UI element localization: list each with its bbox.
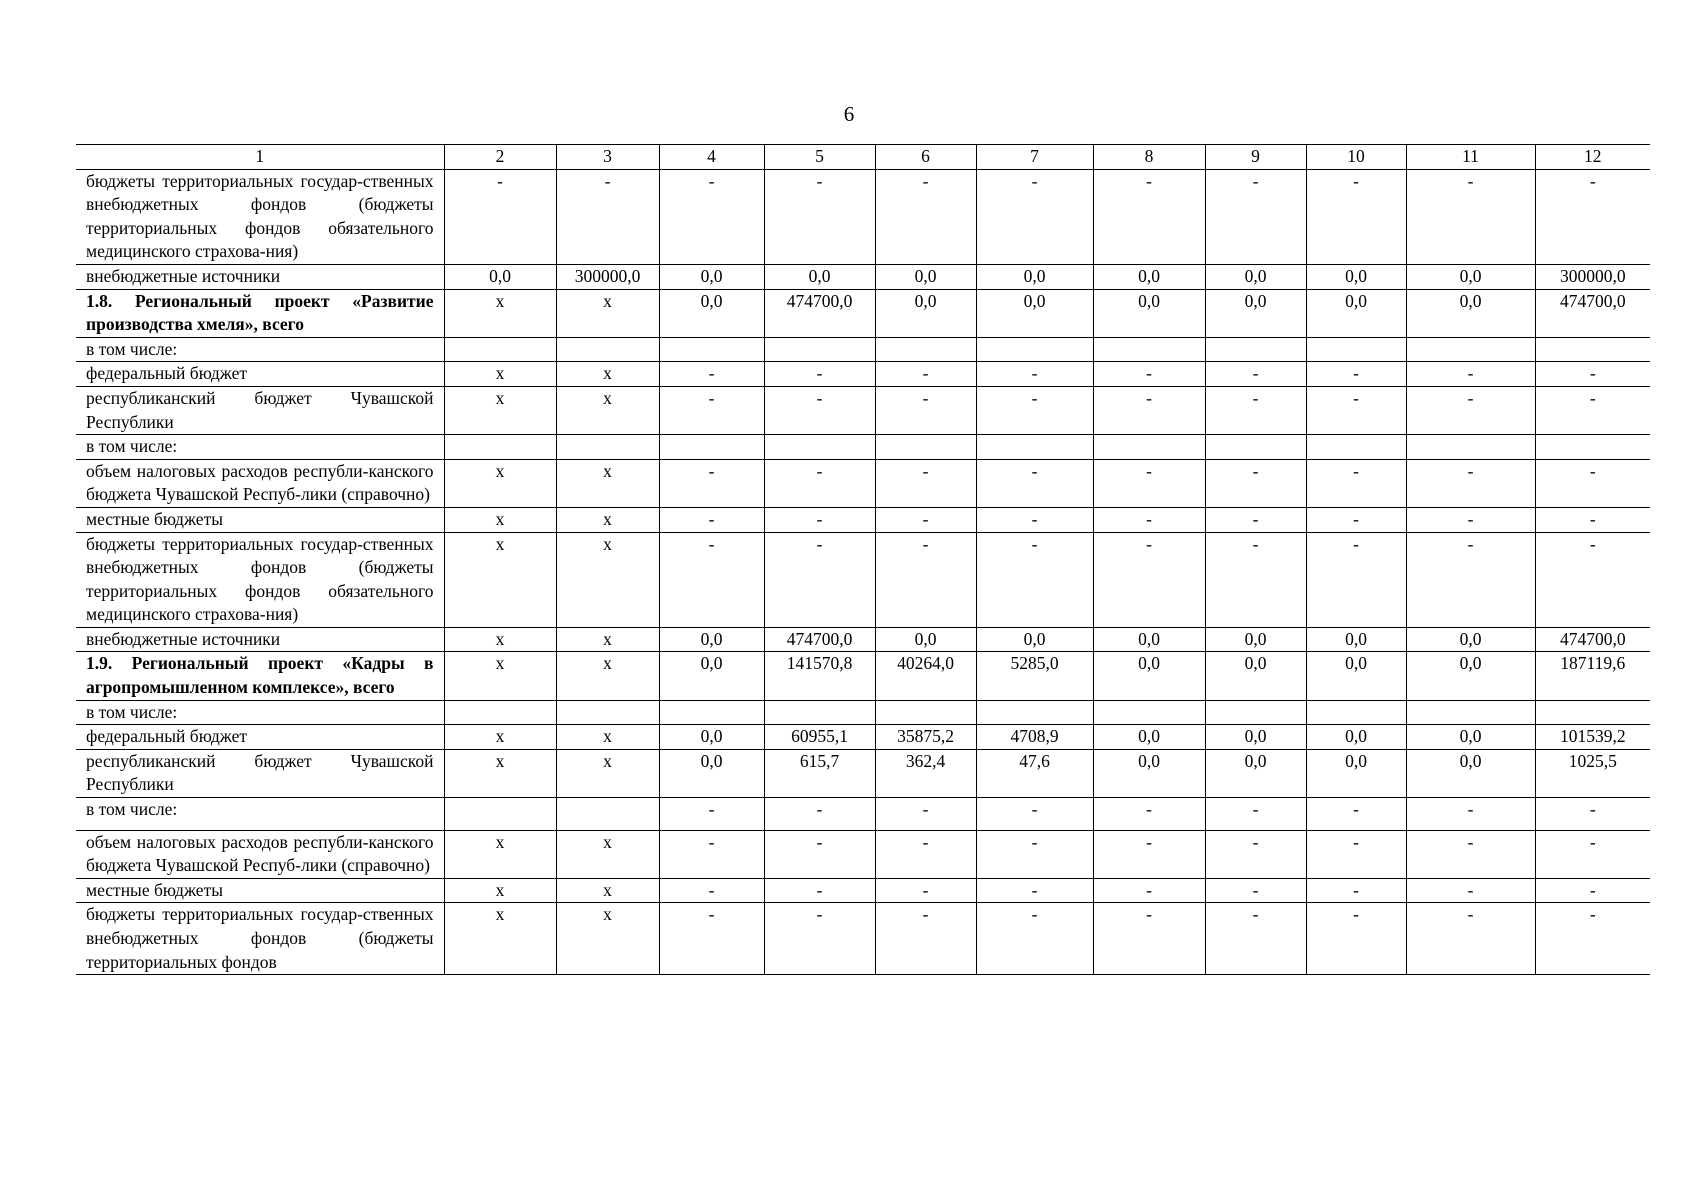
row-value-col-11: - [1406,169,1535,264]
row-value-col-5 [764,700,875,725]
row-value-col-7: 0,0 [976,289,1093,337]
row-value-col-9: - [1205,532,1306,627]
row-label: федеральный бюджет [76,725,444,750]
table-row [76,798,1650,831]
row-value-col-5: 141570,8 [764,652,875,700]
row-value-col-10: - [1306,362,1406,387]
row-value-col-6: 362,4 [875,749,976,797]
row-value-col-10: - [1306,386,1406,434]
row-value-col-5: 474700,0 [764,289,875,337]
row-value-col-9: 0,0 [1205,749,1306,797]
row-value-col-11: - [1406,532,1535,627]
row-value-col-4: 0,0 [659,627,764,652]
row-value-col-4: - [659,459,764,507]
row-label: в том числе: [76,337,444,362]
row-value-col-5: - [764,830,875,878]
row-value-col-11: - [1406,903,1535,975]
row-value-col-8: - [1093,903,1205,975]
row-value-col-3: х [556,289,659,337]
row-label: бюджеты территориальных государ-ственных внебюджетных фондов (бюджеты территориальных фондов [76,903,444,975]
row-label: 1.8. Региональный проект «Развитие производства хмеля», всего [76,289,444,337]
row-value-col-12 [1535,435,1650,460]
row-value-col-8 [1093,337,1205,362]
row-value-col-3: - [556,169,659,264]
row-value-col-8: - [1093,798,1205,831]
row-value-col-12: - [1535,798,1650,831]
row-value-col-4: 0,0 [659,725,764,750]
row-label: в том числе: [76,798,444,831]
row-value-col-6: - [875,878,976,903]
row-value-col-2: 0,0 [444,264,556,289]
row-value-col-7: 47,6 [976,749,1093,797]
row-value-col-5: - [764,507,875,532]
row-label: внебюджетные источники [76,264,444,289]
row-value-col-2: х [444,532,556,627]
row-value-col-6: - [875,459,976,507]
column-number-3: 3 [556,145,659,170]
row-value-col-2: х [444,289,556,337]
row-value-col-10: - [1306,459,1406,507]
row-value-col-4: - [659,532,764,627]
row-value-col-11: - [1406,507,1535,532]
row-value-col-12: 474700,0 [1535,289,1650,337]
row-value-col-7: - [976,507,1093,532]
row-value-col-2: - [444,169,556,264]
table-row [76,507,1650,532]
row-value-col-7: - [976,459,1093,507]
row-value-col-4: - [659,386,764,434]
row-value-col-8: - [1093,878,1205,903]
table-row [76,652,1650,700]
row-value-col-8: - [1093,386,1205,434]
row-value-col-5: 474700,0 [764,627,875,652]
row-value-col-9: 0,0 [1205,627,1306,652]
row-label: 1.9. Региональный проект «Кадры в агропромышленном комплексе», всего [76,652,444,700]
row-value-col-4: - [659,798,764,831]
row-label: республиканский бюджет Чувашской Республики [76,749,444,797]
row-value-col-4: 0,0 [659,289,764,337]
row-value-col-9: 0,0 [1205,725,1306,750]
row-value-col-9: - [1205,386,1306,434]
row-value-col-3: х [556,507,659,532]
column-number-5: 5 [764,145,875,170]
row-label: федеральный бюджет [76,362,444,387]
row-value-col-12 [1535,700,1650,725]
table-row [76,435,1650,460]
row-value-col-8: 0,0 [1093,627,1205,652]
column-number-6: 6 [875,145,976,170]
row-label: объем налоговых расходов республи-канского бюджета Чувашской Респуб-лики (справочно) [76,830,444,878]
row-value-col-8: 0,0 [1093,289,1205,337]
row-value-col-4: - [659,830,764,878]
row-value-col-7: 0,0 [976,627,1093,652]
row-value-col-11: 0,0 [1406,749,1535,797]
row-value-col-8: - [1093,507,1205,532]
row-value-col-3 [556,798,659,831]
table-row [76,627,1650,652]
row-value-col-7: - [976,903,1093,975]
table-row [76,532,1650,627]
row-value-col-8: 0,0 [1093,725,1205,750]
row-value-col-10: - [1306,507,1406,532]
row-value-col-2 [444,700,556,725]
row-value-col-2: х [444,362,556,387]
table-row [76,749,1650,797]
row-value-col-9: 0,0 [1205,652,1306,700]
row-value-col-4: - [659,903,764,975]
row-value-col-2: х [444,652,556,700]
row-value-col-7 [976,700,1093,725]
row-value-col-12: - [1535,169,1650,264]
table-row [76,878,1650,903]
row-value-col-4 [659,700,764,725]
row-value-col-12: 187119,6 [1535,652,1650,700]
row-value-col-10: 0,0 [1306,652,1406,700]
row-value-col-3: 300000,0 [556,264,659,289]
row-value-col-5: 615,7 [764,749,875,797]
column-number-row [76,145,1650,170]
row-value-col-9: - [1205,830,1306,878]
row-value-col-2: х [444,725,556,750]
row-value-col-4: 0,0 [659,264,764,289]
row-value-col-11: 0,0 [1406,725,1535,750]
row-value-col-6 [875,435,976,460]
row-value-col-6: - [875,903,976,975]
row-value-col-6: - [875,386,976,434]
row-value-col-2: х [444,386,556,434]
row-value-col-6: 40264,0 [875,652,976,700]
page-number: 6 [843,102,855,126]
row-value-col-11: - [1406,386,1535,434]
row-value-col-7: 0,0 [976,264,1093,289]
row-value-col-5: - [764,903,875,975]
row-value-col-10 [1306,337,1406,362]
row-value-col-4: 0,0 [659,652,764,700]
column-number-12: 12 [1535,145,1650,170]
row-value-col-3 [556,700,659,725]
row-value-col-10: 0,0 [1306,264,1406,289]
row-value-col-3: х [556,362,659,387]
row-value-col-2: х [444,459,556,507]
row-value-col-3 [556,337,659,362]
column-number-11: 11 [1406,145,1535,170]
row-value-col-4: 0,0 [659,749,764,797]
row-label: бюджеты территориальных государ-ственных внебюджетных фондов (бюджеты территориальных фондов обязательного медицинского страхова-ния) [76,532,444,627]
row-value-col-3: х [556,652,659,700]
row-value-col-11: - [1406,830,1535,878]
row-value-col-2: х [444,507,556,532]
row-value-col-3: х [556,725,659,750]
row-label: внебюджетные источники [76,627,444,652]
row-value-col-12: - [1535,386,1650,434]
row-value-col-5 [764,337,875,362]
row-value-col-9: - [1205,903,1306,975]
row-value-col-9: - [1205,798,1306,831]
row-value-col-10: - [1306,878,1406,903]
column-number-7: 7 [976,145,1093,170]
row-value-col-10: 0,0 [1306,725,1406,750]
row-value-col-8 [1093,700,1205,725]
row-value-col-10: - [1306,532,1406,627]
row-value-col-7 [976,435,1093,460]
row-value-col-12: - [1535,878,1650,903]
row-value-col-8: 0,0 [1093,749,1205,797]
row-value-col-6: - [875,507,976,532]
row-value-col-7: - [976,830,1093,878]
row-value-col-7: - [976,878,1093,903]
row-value-col-5: - [764,169,875,264]
row-label: в том числе: [76,700,444,725]
row-value-col-5: - [764,386,875,434]
row-value-col-11: 0,0 [1406,652,1535,700]
row-value-col-9: - [1205,459,1306,507]
row-value-col-8: - [1093,169,1205,264]
column-number-1: 1 [76,145,444,170]
table-row [76,362,1650,387]
row-value-col-11: 0,0 [1406,289,1535,337]
row-value-col-12: 474700,0 [1535,627,1650,652]
row-value-col-8 [1093,435,1205,460]
row-label: местные бюджеты [76,878,444,903]
row-value-col-9: - [1205,878,1306,903]
row-value-col-6: - [875,830,976,878]
row-value-col-7: 4708,9 [976,725,1093,750]
row-value-col-2: х [444,903,556,975]
row-value-col-4 [659,337,764,362]
row-value-col-6: 0,0 [875,627,976,652]
row-label: республиканский бюджет Чувашской Республики [76,386,444,434]
row-value-col-12: 300000,0 [1535,264,1650,289]
row-value-col-6: 0,0 [875,289,976,337]
row-value-col-4: - [659,362,764,387]
row-value-col-12 [1535,337,1650,362]
row-value-col-3 [556,435,659,460]
row-value-col-7: - [976,386,1093,434]
row-value-col-5: - [764,532,875,627]
row-value-col-3: х [556,903,659,975]
row-value-col-2: х [444,627,556,652]
row-value-col-3: х [556,749,659,797]
row-value-col-5 [764,435,875,460]
row-value-col-10: 0,0 [1306,627,1406,652]
row-value-col-6: - [875,798,976,831]
row-value-col-7: - [976,362,1093,387]
row-value-col-12: - [1535,459,1650,507]
row-value-col-11 [1406,337,1535,362]
row-value-col-10: 0,0 [1306,289,1406,337]
table-row [76,459,1650,507]
row-value-col-2: х [444,878,556,903]
row-value-col-11: - [1406,362,1535,387]
row-value-col-3: х [556,830,659,878]
row-value-col-8: 0,0 [1093,652,1205,700]
row-value-col-8: - [1093,362,1205,387]
row-value-col-4: - [659,507,764,532]
row-value-col-2 [444,435,556,460]
row-value-col-9: 0,0 [1205,289,1306,337]
row-value-col-9 [1205,435,1306,460]
row-label: местные бюджеты [76,507,444,532]
table-row [76,903,1650,975]
row-value-col-12: 1025,5 [1535,749,1650,797]
row-value-col-7: - [976,798,1093,831]
row-label: бюджеты территориальных государ-ственных внебюджетных фондов (бюджеты территориальных фондов обязательного медицинского страхова-ния) [76,169,444,264]
row-value-col-3: х [556,386,659,434]
row-value-col-10: - [1306,169,1406,264]
table-row [76,264,1650,289]
row-value-col-2 [444,337,556,362]
row-value-col-10 [1306,700,1406,725]
table-row [76,337,1650,362]
row-value-col-3: х [556,532,659,627]
row-label: объем налоговых расходов республи-канского бюджета Чувашской Респуб-лики (справочно) [76,459,444,507]
row-value-col-4: - [659,878,764,903]
row-value-col-9 [1205,700,1306,725]
row-value-col-3: х [556,459,659,507]
row-value-col-7: - [976,532,1093,627]
row-label: в том числе: [76,435,444,460]
row-value-col-10: 0,0 [1306,749,1406,797]
table-row [76,725,1650,750]
table-row [76,830,1650,878]
column-number-4: 4 [659,145,764,170]
row-value-col-2 [444,798,556,831]
table-row [76,386,1650,434]
row-value-col-7: - [976,169,1093,264]
row-value-col-6: 35875,2 [875,725,976,750]
row-value-col-11: 0,0 [1406,264,1535,289]
row-value-col-4: - [659,169,764,264]
row-value-col-12: - [1535,362,1650,387]
row-value-col-6: 0,0 [875,264,976,289]
row-value-col-12: - [1535,532,1650,627]
row-value-col-6: - [875,362,976,387]
row-value-col-9: - [1205,362,1306,387]
row-value-col-2: х [444,749,556,797]
row-value-col-5: - [764,878,875,903]
column-number-8: 8 [1093,145,1205,170]
budget-table [76,144,1650,975]
row-value-col-12: - [1535,830,1650,878]
row-value-col-9: 0,0 [1205,264,1306,289]
row-value-col-8: - [1093,830,1205,878]
row-value-col-6 [875,337,976,362]
row-value-col-12: - [1535,507,1650,532]
row-value-col-5: 0,0 [764,264,875,289]
row-value-col-7: 5285,0 [976,652,1093,700]
row-value-col-5: 60955,1 [764,725,875,750]
row-value-col-2: х [444,830,556,878]
row-value-col-11: - [1406,798,1535,831]
column-number-10: 10 [1306,145,1406,170]
column-number-2: 2 [444,145,556,170]
row-value-col-11: - [1406,878,1535,903]
row-value-col-6: - [875,532,976,627]
row-value-col-4 [659,435,764,460]
row-value-col-9: - [1205,507,1306,532]
row-value-col-6: - [875,169,976,264]
row-value-col-8: - [1093,459,1205,507]
table-row [76,169,1650,264]
row-value-col-5: - [764,362,875,387]
column-number-9: 9 [1205,145,1306,170]
row-value-col-5: - [764,459,875,507]
table-row [76,700,1650,725]
row-value-col-12: - [1535,903,1650,975]
row-value-col-9: - [1205,169,1306,264]
row-value-col-11 [1406,435,1535,460]
row-value-col-3: х [556,627,659,652]
row-value-col-7 [976,337,1093,362]
row-value-col-9 [1205,337,1306,362]
row-value-col-11 [1406,700,1535,725]
row-value-col-3: х [556,878,659,903]
row-value-col-10: - [1306,798,1406,831]
table-body [76,169,1650,975]
row-value-col-12: 101539,2 [1535,725,1650,750]
row-value-col-10: - [1306,830,1406,878]
row-value-col-11: 0,0 [1406,627,1535,652]
row-value-col-10 [1306,435,1406,460]
row-value-col-5: - [764,798,875,831]
row-value-col-11: - [1406,459,1535,507]
row-value-col-6 [875,700,976,725]
table-row [76,289,1650,337]
row-value-col-8: - [1093,532,1205,627]
row-value-col-8: 0,0 [1093,264,1205,289]
row-value-col-10: - [1306,903,1406,975]
